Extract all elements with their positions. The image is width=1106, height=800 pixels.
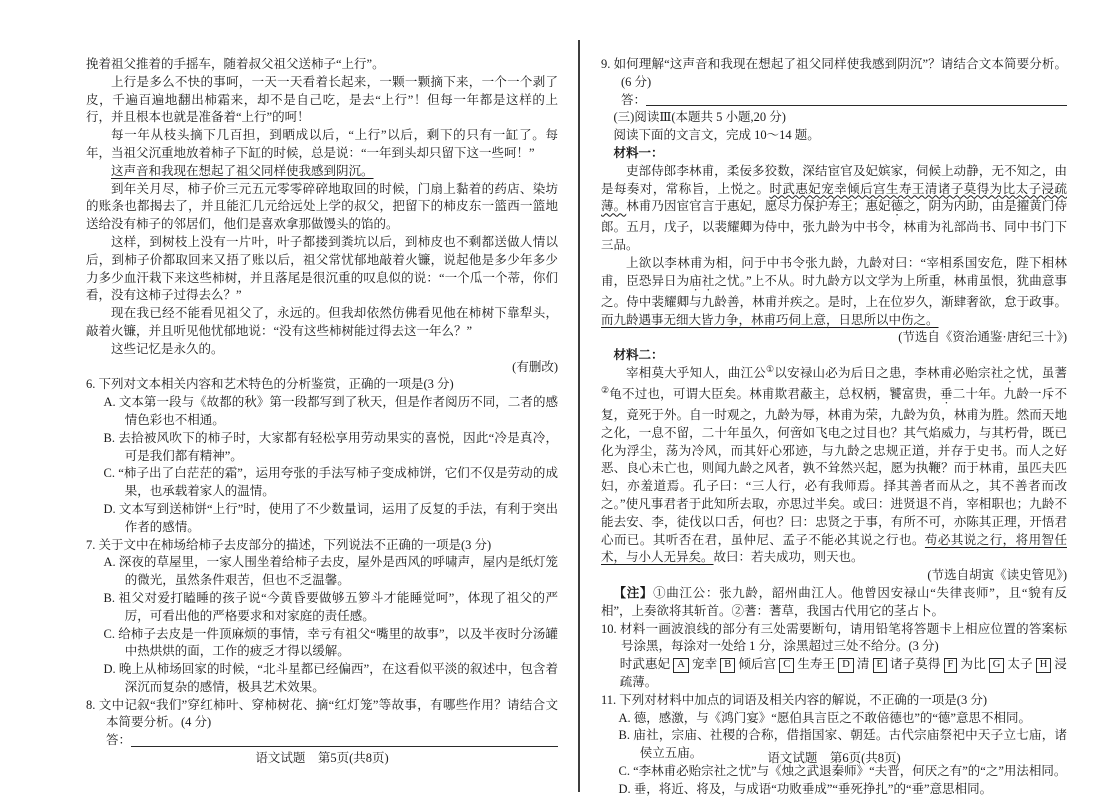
- text-segment: 这样，到树枝上没有一片叶，叶子都搂到粪坑以后，到柿皮也不剩都送做人情以后，到柿子价都取回来又捂了账以后，祖父常忧郁地敲着火镰，说起他是多少年多少力多少血汗栽下来这些柿树，并且落尾是很沉重的叹息似的说：“一个瓜一个蒂，你们看，没有这柿子过得去么？”: [86, 234, 558, 303]
- answer-blank-line: [646, 92, 1067, 107]
- option-letter-box: H: [1036, 658, 1052, 673]
- text-segment: 二十年。九龄一斥不复，竟死于外。自一时观之，九龄为辱，林甫为荣，九龄为负，林甫为胜。然而天地之化，一息不留，二十年虽久，何啻如飞电之过目也？其气焰威力，与其朽骨，既已化为浮尘，荡为冷风，而其奸心邪迹，与九龄之忠规正道，并存于史书。而人之好恶、良心未亡也，则闻九龄之风者，孰不耸然兴起，愿为执鞭？而于林甫，虽匹夫匹妇，亦羞道焉。孔子曰：“三人行，必有我师焉。择其善者而从之，其不善者而改之。”使凡事君者于此知所去取，亦思过半矣。或曰：进贤退不肖，宰相职也；九龄不能去安、李，徒伐以口舌，何也？曰：忠贤之于事，有所不可，亦陈其正理，开悟君心而已。其听否在君，虽仲尼、孟子不能必其说之行也。: [601, 386, 1067, 547]
- text-segment: 故曰：若夫成功，则天也。: [713, 550, 864, 565]
- option-letter-box: C: [779, 658, 794, 673]
- answer-label: 答：: [621, 92, 647, 107]
- page-5: [86, 56, 558, 750]
- page-divider-line: [578, 40, 580, 792]
- paragraph: [601, 163, 1067, 255]
- text-segment: D. 文本写到送柿饼“上行”时，使用了不少数量词，运用了反复的手法，有利于突出作者的感情。: [103, 501, 558, 534]
- section-heading: [601, 127, 1067, 145]
- text-segment: (节选自《资治通鉴·唐纪三十》): [898, 330, 1067, 345]
- material-heading: [601, 347, 1067, 365]
- text-segment: B. 去拾被风吹下的柿子时，大家都有轻松享用劳动果实的喜悦，因此“冷是真冷，可是我们都有精神”。: [103, 430, 558, 463]
- option: [86, 430, 558, 466]
- question: [86, 537, 558, 555]
- text-segment: D. 垂，将近、将及，与成语“功败垂成”“垂死挣扎”的“垂”意思相同。: [618, 781, 993, 796]
- option: [86, 465, 558, 501]
- text-segment: 上欲以李林甫为相，问于中书令张九龄，九龄对曰：“宰相系国安危，陛下相林甫，臣恐异日为: [601, 255, 1067, 288]
- paragraph: [86, 234, 558, 305]
- text-segment: ①曲江公：张九龄，韶州曲江人。他曾因安禄山“失律丧师”，且“貌有反相”，上奏欲将其斩首。②蓍：蓍草，我国古代用它的茎占卜。: [601, 585, 1067, 618]
- text-segment: 垂: [940, 386, 953, 401]
- segmentation-choices: [620, 656, 1067, 692]
- text-segment: 10. 材料一画波浪线的部分有三处需要断句，请用铅笔将答题卡上相应位置的答案标号涂黑，每涂对一处给 1 分，涂黑超过三处不给分。(3 分): [601, 621, 1067, 654]
- page-6: [601, 56, 1067, 798]
- text-segment: 而九龄遇事无细大皆力争，林甫巧伺上意，日思所以中伤之。: [601, 312, 939, 327]
- text-segment: C. 给柿子去皮是一件顶麻烦的事情，幸亏有祖父“嘴里的故事”，以及半夜时分汤罐中热烘烘的面，工作的疲乏才得以缓解。: [103, 626, 558, 659]
- option-letter-box: B: [720, 658, 735, 673]
- text-segment: 材料二：: [613, 348, 664, 363]
- option: [86, 661, 558, 697]
- text-segment: 吏部侍郎李林甫，柔佞多狡数，深结宦官及妃嫔家，伺候上动静，无不知之，由是每奏对，常称旨，上悦之。: [601, 163, 1067, 196]
- option-letter-box: G: [989, 658, 1005, 673]
- page-6-content: [601, 56, 1067, 798]
- paragraph: [86, 56, 558, 74]
- text-segment: 11. 下列对材料中加点的词语及相关内容的解说，不正确的一项是(3 分): [601, 692, 987, 707]
- text-segment: 为比: [960, 657, 986, 672]
- text-segment: 浸疏薄。: [619, 657, 1067, 689]
- text-segment: 到年关月尽，柿子价三元五元零零碎碎地取回的时候，门扇上黏着的药店、染坊的账条也都揭去了，并且能汇几元给远处上学的叔父，把留下的柿皮东一篮西一篮地送给没有柿子的邻居们，他们是喜欢拿那做馒头的馅的。: [86, 181, 558, 232]
- question: [601, 621, 1067, 657]
- text-segment: 【注】: [613, 585, 654, 600]
- option-letter-box: E: [873, 658, 887, 673]
- paragraph: [601, 365, 1067, 567]
- answer-line: [601, 92, 1067, 110]
- text-segment: (三)阅读Ⅲ(本题共 5 小题,20 分): [613, 110, 786, 125]
- text-segment: 宰相莫大乎知人，曲江公: [626, 365, 767, 380]
- page-5-footer: 语文试题 第5页(共8页): [255, 751, 389, 765]
- text-segment: A. 德，感激，与《鸿门宴》“愿伯具言臣之不敢倍德也”的“德”意思不相同。: [618, 710, 1031, 725]
- text-segment: 9. 如何理解“这声音和我现在想起了祖父同样使我感到阴沉”？请结合文本简要分析。(6 分): [601, 57, 1067, 89]
- text-segment: C. “李林甫必贻宗社之忧”与《烛之武退秦师》“夫晋，何厌之有”的“之”用法相同。: [618, 763, 1067, 778]
- text-segment: 忧，虽蓍: [1016, 365, 1067, 380]
- source-citation: [86, 359, 558, 377]
- text-segment: 清: [856, 657, 870, 672]
- text-segment: A. 深夜的草屋里，一家人围坐着给柿子去皮，屋外是西风的呼啸声，屋内是纸灯笼的微光，虽然条件艰苦，但也不乏温馨。: [103, 555, 558, 588]
- text-segment: 林甫乃因宦官言于惠妃，愿尽力保护寿王；惠妃: [626, 199, 891, 214]
- paragraph: [601, 255, 1067, 329]
- text-segment: 倾后宫: [738, 657, 777, 672]
- page-6-footer: 语文试题 第6页(共8页): [767, 751, 901, 765]
- text-segment: 之，阴为内助，由是擢黄门侍郎。五月，戊子，以裴耀卿为侍中，张九龄为中书令，林甫为礼部尚书、同中书门下三品。: [601, 199, 1067, 253]
- paragraph: [86, 181, 558, 234]
- option: [601, 710, 1067, 728]
- text-segment: ①: [766, 363, 775, 374]
- question: [86, 376, 558, 394]
- paragraph: [86, 127, 558, 163]
- text-segment: 8. 文中记叙“我们”穿红柿叶、穿柿树花、摘“红灯笼”等故事，有哪些作用？请结合文本简要分析。(4 分): [86, 697, 558, 730]
- text-segment: B. 庙社，宗庙、社稷的合称，借指国家、朝廷。古代宗庙祭祀中天子立七庙，诸侯立五庙。: [618, 728, 1067, 761]
- paragraph: [86, 305, 558, 341]
- text-segment: 德: [890, 199, 904, 214]
- paragraph: [86, 74, 558, 127]
- section-heading: [601, 109, 1067, 127]
- option: [86, 554, 558, 590]
- text-segment: B. 祖父对爱打瞌睡的孩子说“今黄昏要做够五箩斗才能睡觉呵”，体现了祖父的严厉，可看出他的严格要求和对家庭的责任感。: [103, 590, 558, 623]
- text-segment: 诸子莫得: [889, 657, 941, 672]
- option: [86, 501, 558, 537]
- answer-label: 答：: [106, 733, 132, 748]
- option: [86, 394, 558, 430]
- text-segment: 现在我已经不能看见祖父了，永远的。但我却依然仿佛看见他在柿树下靠犁头，敲着火镰，并且听见他忧郁地说：“没有这些柿树能过得去这一年么？”: [86, 306, 558, 338]
- text-segment: 苟必其说之行，将用智任术，与小人无异矣。: [601, 532, 1067, 565]
- question: [601, 692, 1067, 710]
- text-segment: C. “柿子出了白茫茫的霜”，运用夸张的手法写柿子变成柿饼，它们不仅是劳动的成果，也承载着家人的温情。: [103, 466, 558, 499]
- text-segment: 时武惠妃: [619, 657, 671, 672]
- option-letter-box: F: [944, 658, 958, 673]
- paragraph: [86, 163, 558, 181]
- text-segment: 每一年从枝头摘下几百担，到晒成以后，“上行”以后，剩下的只有一缸了。每年，当祖父沉重地放着柿子下缸的时候，总是说：“一年到头却只留下这一些呵！”: [86, 128, 558, 160]
- text-segment: 挽着祖父推着的手摇车，随着叔父祖父送柿子“上行”。: [86, 57, 385, 71]
- material-heading: [601, 145, 1067, 163]
- text-segment: 庙社: [689, 273, 715, 288]
- footnote: [601, 585, 1067, 621]
- paragraph: [86, 341, 558, 359]
- option: [86, 626, 558, 662]
- option-letter-box: A: [673, 658, 689, 673]
- text-segment: ②: [601, 384, 610, 395]
- option: [86, 590, 558, 626]
- question: [86, 697, 558, 733]
- text-segment: (有删改): [512, 359, 558, 374]
- answer-blank-line: [131, 732, 558, 747]
- text-segment: A. 文本第一段与《故都的秋》第一段都写到了秋天，但是作者阅历不同，二者的感情色彩也不相通。: [103, 395, 558, 427]
- text-segment: 龟不过也，可谓大臣矣。林甫欺君蔽主，总权柄，饕富贵，: [609, 386, 940, 401]
- text-segment: 太子: [1007, 657, 1033, 672]
- option: [601, 781, 1067, 799]
- text-segment: 时武惠妃宠幸倾后宫生寿王清诸子莫得为比太子浸疏薄。: [601, 181, 1067, 214]
- text-segment: 生寿王: [797, 657, 836, 672]
- source-citation: [601, 329, 1067, 347]
- text-segment: 阅读下面的文言文，完成 10～14 题。: [613, 128, 820, 143]
- text-segment: D. 晚上从柿场回家的时候，“北斗星都已经偏西”，在这看似平淡的叙述中，包含着深沉而复杂的感情，极具艺术效果。: [103, 662, 558, 694]
- text-segment: 材料一：: [613, 145, 664, 160]
- text-segment: (节选自胡寅《读史管见》): [927, 568, 1067, 583]
- text-segment: 7. 关于文中在柿场给柿子去皮部分的描述，下列说法不正确的一项是(3 分): [86, 537, 492, 552]
- question: [601, 56, 1067, 92]
- text-segment: 6. 下列对文本相关内容和艺术特色的分析鉴赏，正确的一项是(3 分): [86, 377, 454, 392]
- text-segment: 这些记忆是永久的。: [111, 341, 224, 356]
- text-segment: 这声音和我现在想起了祖父同样使我感到阴沉。: [111, 163, 374, 178]
- source-citation: [601, 567, 1067, 585]
- option-letter-box: D: [838, 658, 854, 673]
- page-5-content: [86, 56, 558, 750]
- text-segment: 宠幸: [691, 657, 718, 672]
- text-segment: 上行是多么不快的事呵，一天一天看着长起来，一颗一颗摘下来，一个一个剥了皮，千遍百遍地翻出柿霜来，却不是自己吃，是去“上行”！但每一年都是这样的上行，并且根本也就是准备着“上行”的呵！: [86, 74, 558, 125]
- text-segment: 之忧。”上不从。时九龄方以文学为上所重，林甫虽恨，犹曲意事之。侍中裴耀卿与九龄善，林甫并疾之。是时，上在位岁久，渐肆奢欲，怠于政事。: [601, 273, 1067, 309]
- text-segment: 以安禄山必为后日之患，李林甫必贻宗社: [774, 365, 1004, 380]
- text-segment: 之: [1003, 365, 1017, 380]
